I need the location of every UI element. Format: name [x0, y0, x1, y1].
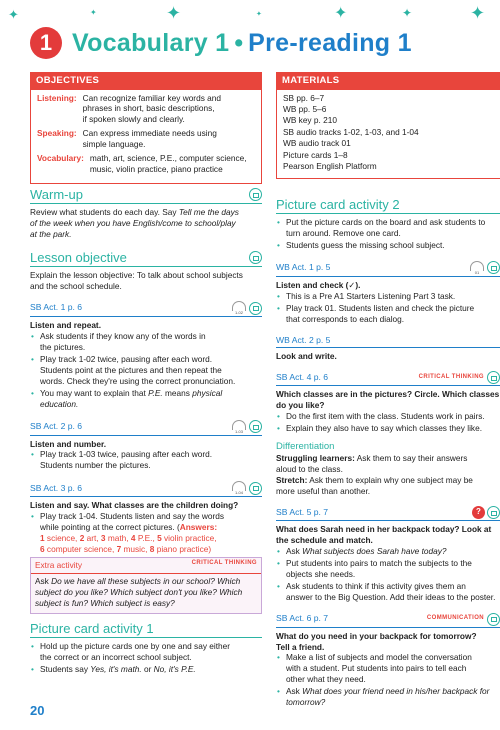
objective-listening: Listening: Can recognize familiar key words and phrases in short, basic descriptions, if spoken slowly and clearly.: [37, 92, 221, 125]
star-icon: ✦: [90, 8, 97, 17]
title-vocabulary: Vocabulary 1: [72, 28, 230, 57]
right-column: [276, 196, 500, 709]
list-item: • Students say Yes, it's math. or No, it's P.E.: [30, 664, 262, 675]
big-question-icon: ?: [472, 506, 485, 519]
book-icon: [487, 371, 500, 384]
section-picture-card-2: Picture card activity 2: [276, 197, 400, 212]
material-item: SB audio tracks 1-02, 1-03, and 1-04: [283, 126, 419, 137]
material-item: WB pp. 5–6: [283, 103, 327, 114]
activity-instruction: Listen and say. What classes are the children doing?: [30, 500, 239, 511]
book-icon: [249, 188, 262, 201]
audio-track-icon: 01: [470, 261, 484, 275]
list-item: • Play track 01. Students listen and check the picture that corresponds to each dialog.: [276, 303, 500, 325]
material-item: WB audio track 01: [283, 138, 351, 149]
activity-steps: [276, 546, 500, 603]
activity-steps: [30, 331, 262, 410]
activity-sb-5: SB Act. 5 p. 7 ?: [276, 506, 500, 519]
book-icon: [249, 482, 262, 495]
objective-vocabulary: Vocabulary: math, art, science, P.E., computer science, music, violin practice, piano practice: [37, 153, 247, 175]
objectives-heading: OBJECTIVES: [31, 73, 261, 90]
list-item: • Put students into pairs to match the subjects to the objects she needs.: [276, 558, 500, 580]
critical-thinking-tag: CRITICAL THINKING: [191, 560, 257, 566]
section-warmup: Warm-up: [30, 186, 262, 203]
answers-line: 6 computer science, 7 music, 8 piano practice): [40, 544, 212, 555]
objective-speaking: Speaking: Can express immediate needs using simple language.: [37, 128, 217, 150]
material-item: WB key p. 210: [283, 115, 337, 126]
section-lesson-objective: Lesson objective: [30, 249, 262, 266]
answers-label: Answers:: [179, 522, 218, 533]
list-item: • Play track 1-02 twice, pausing after each word. Students point at the pictures and then repeat the words. Check they're using the correct pronunciation.: [30, 354, 262, 387]
communication-tag: COMMUNICATION: [426, 615, 484, 622]
star-icon: ✦: [402, 6, 413, 20]
section-picture-card-1: Picture card activity 1: [30, 620, 154, 636]
activity-steps: [276, 291, 500, 325]
book-icon: [487, 613, 500, 626]
activity-wb-2: WB Act. 2 p. 5: [276, 334, 331, 345]
title-pre-reading: Pre-reading 1: [248, 28, 412, 57]
list-item: • Ask students if they know any of the words in the pictures.: [30, 331, 262, 353]
answers-line: 1 science, 2 art, 3 math, 4 P.E., 5 violin practice,: [40, 533, 217, 544]
material-item: SB pp. 6–7: [283, 92, 325, 103]
list-item: • This is a Pre A1 Starters Listening Part 3 task.: [276, 291, 500, 302]
activity-instruction: Listen and number.: [30, 438, 107, 449]
activity-instruction: What does Sarah need in her backpack today? Look at the schedule and match.: [276, 524, 492, 545]
activity-wb-1: WB Act. 1 p. 5 01: [276, 261, 500, 275]
activity-instruction: Listen and repeat.: [30, 320, 102, 330]
list-item: • Hold up the picture cards one by one and say either the correct or an incorrect school subject.: [30, 641, 262, 663]
list-item: • Ask What does your friend need in his/her backpack for tomorrow?: [276, 686, 500, 708]
materials-heading: MATERIALS: [277, 73, 500, 90]
materials-box: [276, 72, 500, 179]
activity-instruction: Which classes are in the pictures? Circle. Which classes do you like?: [276, 389, 500, 410]
list-item: • Ask students to think if this activity gives them an answer to the Big Question. Add their ideas to the poster.: [276, 581, 500, 603]
activity-sb-3: SB Act. 3 p. 6 1-04: [30, 481, 262, 495]
activity-instruction: Look and write.: [276, 351, 337, 362]
star-icon: ✦: [166, 3, 182, 23]
audio-track-icon: 1-03: [232, 420, 246, 434]
list-item: • You may want to explain that P.E. means physical education.: [30, 388, 262, 410]
activity-steps: [276, 217, 500, 251]
extra-activity-title: Extra activity: [35, 560, 83, 570]
activity-steps: [276, 652, 500, 708]
activity-sb-6: SB Act. 6 p. 7 COMMUNICATION: [276, 613, 500, 626]
differentiation-title: Differentiation: [276, 440, 335, 452]
book-icon: [249, 251, 262, 264]
book-icon: [249, 420, 262, 433]
page-number: 20: [30, 703, 45, 718]
activity-steps: [30, 511, 262, 555]
differentiation-stretch: Stretch: Ask them to explain why one subject may be more useful than another.: [276, 475, 473, 497]
star-icon: ✦: [470, 3, 486, 23]
list-item: • Students guess the missing school subject.: [276, 240, 500, 251]
activity-instruction: What do you need in your backpack for tomorrow? Tell a friend.: [276, 630, 477, 652]
list-item: • Play track 1-04. Students listen and say the words while pointing at the correct pictures. (Answers: 1 science, 2 art, 3 math, 4 P.E., 5 violin practice, 6 computer science, 7 music, 8 piano practice): [30, 511, 262, 555]
list-item: • Play track 1-03 twice, pausing after each word. Students number the pictures.: [30, 449, 262, 471]
activity-steps: [30, 641, 262, 675]
star-icon: ✦: [8, 7, 19, 22]
left-column: [30, 186, 262, 676]
activity-sb-4: SB Act. 4 p. 6 CRITICAL THINKING: [276, 371, 500, 384]
objectives-box: [30, 72, 262, 184]
audio-track-icon: 1-04: [232, 481, 246, 495]
material-item: Picture cards 1–8: [283, 149, 348, 160]
critical-thinking-tag: CRITICAL THINKING: [418, 373, 484, 380]
star-icon: ✦: [256, 11, 262, 18]
material-item: Pearson English Platform: [283, 161, 377, 172]
star-icon: ✦: [334, 5, 348, 22]
activity-steps: [276, 411, 500, 434]
audio-track-icon: 1-02: [232, 301, 246, 315]
book-icon: [487, 261, 500, 274]
unit-number-badge: 1: [30, 27, 62, 59]
activity-steps: [30, 449, 262, 471]
differentiation-struggling: Struggling learners: Ask them to say their answers aloud to the class.: [276, 453, 468, 475]
list-item: • Ask What subjects does Sarah have today?: [276, 546, 500, 557]
title-separator: •: [234, 28, 244, 57]
activity-sb-2: SB Act. 2 p. 6 1-03: [30, 420, 262, 434]
warmup-text: Review what students do each day. Say Tell me the days of the week when you have English/come to school/play at the park.: [30, 207, 239, 240]
list-item: • Put the picture cards on the board and ask students to turn around. Remove one card.: [276, 217, 500, 239]
unit-header: [30, 26, 412, 60]
extra-activity-box: Extra activity CRITICAL THINKING Ask Do we have all these subjects in our school? Which subject do you like? Which subject don't you like? Which subject is fun? Which subject is easy?: [30, 557, 262, 614]
list-item: • Explain they also have to say which classes they like.: [276, 423, 500, 434]
activity-instruction: Listen and check (✓).: [276, 279, 361, 290]
book-icon: [487, 506, 500, 519]
book-icon: [249, 302, 262, 315]
list-item: • Make a list of subjects and model the conversation with a student. Put students into pairs to tell each other what they need.: [276, 652, 500, 685]
activity-sb-1: SB Act. 1 p. 6 1-02: [30, 301, 262, 315]
list-item: • Do the first item with the class. Students work in pairs.: [276, 411, 500, 422]
lesson-objective-text: Explain the lesson objective: To talk about school subjects and the school schedule.: [30, 270, 243, 292]
